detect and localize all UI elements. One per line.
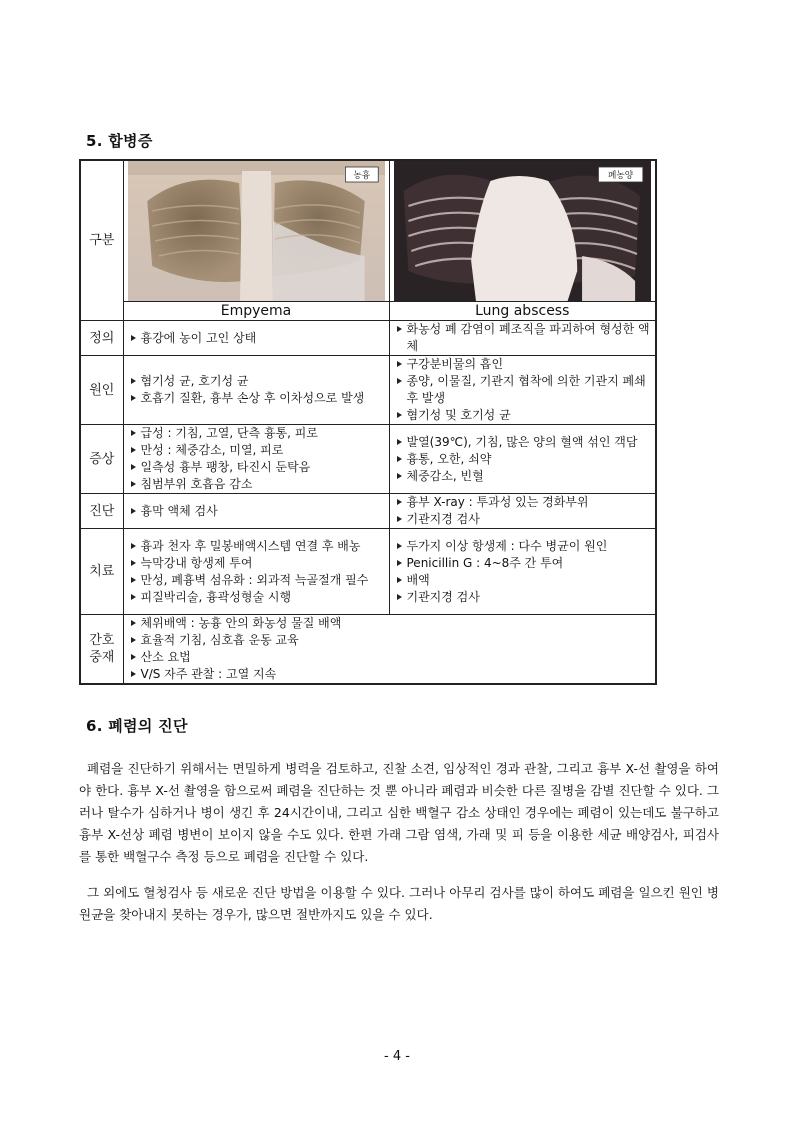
row-label-classification: 구분 — [80, 160, 123, 321]
cause-abscess-item: 구강분비물의 흡인 — [394, 356, 652, 373]
row-label-nursing — [80, 615, 123, 685]
treatment-abscess-item: 두가지 이상 항생제 : 다수 병균이 원인 — [394, 538, 652, 555]
symptoms-abscess-item: 체중감소, 빈혈 — [394, 468, 652, 485]
symptoms-empyema-item: 급성 : 기침, 고열, 단측 흉통, 피로 — [128, 425, 385, 442]
row-label-definition: 정의 — [80, 321, 123, 356]
section-6-title: 6. 폐렴의 진단 — [86, 717, 188, 735]
definition-empyema-item: 흉강에 농이 고인 상태 — [128, 330, 385, 347]
treatment-abscess-cell — [389, 529, 656, 615]
treatment-empyema-item: 늑막강내 항생제 투여 — [128, 555, 385, 572]
definition-abscess-cell — [389, 321, 656, 356]
definition-empyema-cell — [123, 321, 389, 356]
symptoms-empyema-item: 침범부위 호흡음 감소 — [128, 476, 385, 493]
empyema-xray-cell — [123, 160, 389, 302]
nursing-item: V/S 자주 관찰 : 고열 지속 — [128, 666, 652, 683]
symptoms-abscess-cell — [389, 425, 656, 494]
section-5-title: 5. 합병증 — [86, 132, 153, 150]
treatment-abscess-item: Penicillin G : 4~8주 간 투여 — [394, 555, 652, 572]
empyema-image-label: 농흉 — [352, 170, 370, 182]
diagnosis-empyema-item: 흉막 액체 검사 — [128, 503, 385, 520]
nursing-item: 체위배액 : 농흉 안의 화농성 물질 배액 — [128, 615, 652, 632]
symptoms-empyema-cell — [123, 425, 389, 494]
symptoms-abscess-item: 발열(39℃), 기침, 많은 양의 혈액 섞인 객담 — [394, 434, 652, 451]
treatment-empyema-item: 흉과 천자 후 밀봉배액시스템 연결 후 배농 — [128, 538, 385, 555]
paragraph-other-methods: 그 외에도 혈청검사 등 새로운 진단 방법을 이용할 수 있다. 그러나 아무리 검사를 많이 하여도 폐렴을 일으킨 원인 병원균을 찾아내지 못하는 경우가, 많으면 절반까지도 있을 수 있다. — [79, 885, 719, 922]
lung-abscess-xray-image — [394, 161, 652, 301]
symptoms-abscess-item: 흉통, 오한, 쇠약 — [394, 451, 652, 468]
diagnosis-abscess-item: 흉부 X-ray : 투과성 있는 경화부위 — [394, 494, 652, 511]
diagnosis-abscess-item: 기관지경 검사 — [394, 511, 652, 528]
empyema-xray-image — [128, 161, 385, 301]
paragraph-pneumonia-diagnosis: 폐렴을 진단하기 위해서는 면밀하게 병력을 검토하고, 진찰 소견, 임상적인 경과 관찰, 그리고 흉부 X-선 촬영을 하여야 한다. 흉부 X-선 촬영을 함으로써 폐렴을 진단하는 것 뿐 아니라 폐렴과 비슷한 다른 질병을 감별 진단할 수 있다. 그러나 탈수가 심하거나 병이 생긴 후 24시간이내, 그리고 심한 백혈구 감소 상태인 경우에는 폐렴이 있는데도 불구하고 흉부 X-선상 폐렴 병변이 보이지 않을 수도 있다. 한편 가래 그람 염색, 가래 및 피 등을 이용한 세균 배양검사, 피검사를 통한 백혈구수 측정 등으로 폐렴을 진단할 수 있다. — [79, 761, 719, 864]
row-label-cause: 원인 — [80, 356, 123, 425]
symptoms-empyema-item: 만성 : 체중감소, 미열, 피로 — [128, 442, 385, 459]
cause-empyema-cell — [123, 356, 389, 425]
cause-abscess-item: 종양, 이물질, 기관지 협착에 의한 기관지 폐쇄 후 발생 — [394, 373, 652, 407]
diagnosis-abscess-cell — [389, 494, 656, 529]
cause-empyema-item: 호흡기 질환, 흉부 손상 후 이차성으로 발생 — [128, 390, 385, 407]
row-label-symptoms: 증상 — [80, 425, 123, 494]
treatment-empyema-cell — [123, 529, 389, 615]
definition-abscess-item: 화농성 폐 감염이 폐조직을 파괴하여 형성한 액체 — [394, 321, 652, 355]
treatment-abscess-item: 배액 — [394, 572, 652, 589]
symptoms-empyema-item: 일측성 흉부 팽창, 타진시 둔탁음 — [128, 459, 385, 476]
nursing-item: 효율적 기침, 심호흡 운동 교육 — [128, 632, 652, 649]
cause-abscess-cell — [389, 356, 656, 425]
row-label-diagnosis: 진단 — [80, 494, 123, 529]
diagnosis-empyema-cell — [123, 494, 389, 529]
row-label-nursing-line2: 중재 — [89, 650, 115, 665]
row-label-treatment: 치료 — [80, 529, 123, 615]
column-header-empyema: Empyema — [123, 302, 389, 321]
cause-abscess-item: 혐기성 및 호기성 균 — [394, 407, 652, 424]
row-label-nursing-line1: 간호 — [89, 633, 115, 648]
nursing-cell — [123, 615, 656, 685]
cause-empyema-item: 혐기성 균, 호기성 균 — [128, 373, 385, 390]
nursing-item: 산소 요법 — [128, 649, 652, 666]
lung-abscess-image-label: 폐농양 — [607, 170, 633, 182]
page-number: - 4 - — [384, 1049, 410, 1064]
treatment-empyema-item: 만성, 폐흉벽 섬유화 : 외과적 늑골절개 필수 — [128, 572, 385, 589]
lung-abscess-xray-cell — [389, 160, 656, 302]
column-header-lung-abscess: Lung abscess — [389, 302, 656, 321]
treatment-empyema-item: 피질박리술, 흉곽성형술 시행 — [128, 589, 385, 606]
treatment-abscess-item: 기관지경 검사 — [394, 589, 652, 606]
complications-table — [79, 159, 657, 685]
